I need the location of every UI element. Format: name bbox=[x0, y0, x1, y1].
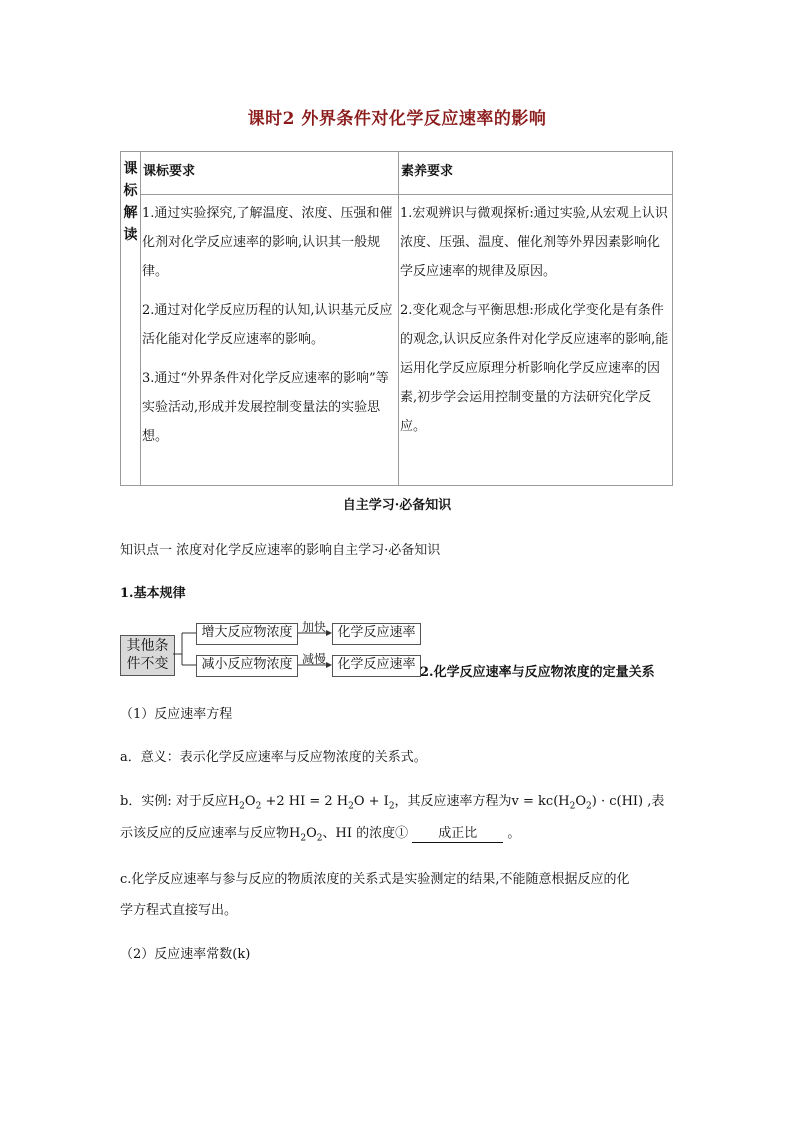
slow-down-label: 减慢 bbox=[302, 652, 327, 666]
basic-rule-heading: 1.基本规律 bbox=[120, 586, 186, 601]
condition-line: 其他条 bbox=[126, 638, 169, 654]
subscript: 2 bbox=[255, 801, 262, 812]
curriculum-table bbox=[120, 151, 673, 486]
subscript: 2 bbox=[348, 801, 354, 812]
example-paragraph-line2 bbox=[120, 822, 520, 844]
side-label-cell bbox=[121, 152, 141, 486]
text: 。 bbox=[507, 826, 521, 841]
subscript: 2 bbox=[239, 801, 245, 812]
text: 示该反应的反应速率与反应物H bbox=[120, 826, 301, 841]
text: +2 HI = 2 H bbox=[261, 794, 349, 809]
subscript: 2 bbox=[300, 833, 307, 844]
text: 、HI 的浓度① bbox=[322, 826, 409, 841]
header-curriculum bbox=[141, 152, 399, 195]
decrease-concentration-box: 减小反应物浓度 bbox=[196, 655, 298, 677]
condition-line: 件不变 bbox=[126, 656, 169, 672]
side-char: 课 bbox=[123, 161, 138, 177]
curriculum-requirements-cell bbox=[141, 195, 399, 486]
page-title: 课时2 外界条件对化学反应速率的影响 bbox=[247, 109, 547, 129]
literacy-item: 1.宏观辨识与微观探析:通过实验,从宏观上认识浓度、压强、温度、催化剂等外界因素影响化学反应速率的规律及原因。 bbox=[400, 206, 668, 279]
text: O bbox=[306, 826, 317, 841]
note-paragraph-line1: c.化学反应速率与参与反应的物质浓度的关系式是实验测定的结果,不能随意根据反应的化 bbox=[120, 872, 630, 887]
subscript: 2 bbox=[316, 833, 323, 844]
header-literacy-text: 素养要求 bbox=[401, 164, 454, 179]
text: ) · c(HI) ,表 bbox=[591, 794, 665, 809]
rate-constant-subheading: （2）反应速率常数(k) bbox=[120, 947, 251, 962]
text: O bbox=[244, 794, 256, 809]
header-literacy bbox=[399, 152, 673, 195]
meaning-paragraph: a．意义：表示化学反应速率与反应物浓度的关系式。 bbox=[120, 750, 427, 765]
subscript: 2 bbox=[586, 801, 592, 812]
example-paragraph-line1 bbox=[120, 790, 664, 812]
speed-up-label: 加快 bbox=[302, 620, 327, 634]
rate-box-lower: 化学反应速率 bbox=[332, 655, 421, 677]
side-char: 读 bbox=[123, 227, 138, 243]
quantitative-relation-heading: 2.化学反应速率与反应物浓度的定量关系 bbox=[420, 665, 655, 680]
header-curriculum-text: 课标要求 bbox=[143, 164, 196, 179]
side-label bbox=[121, 152, 140, 246]
answer-blank: 成正比 bbox=[412, 826, 503, 843]
literacy-item: 2.变化观念与平衡思想:形成化学变化是有条件的观念,认识反应条件对化学反应速率的影响,能运用化学反应原理分析影响化学反应速率的因素,初步学会运用控制变量的方法研究化学反应。 bbox=[400, 303, 669, 434]
rate-equation-subheading: （1）反应速率方程 bbox=[120, 707, 233, 722]
requirement-item: 2.通过对化学反应历程的认知,认识基元反应活化能对化学反应速率的影响。 bbox=[142, 303, 393, 347]
side-char: 标 bbox=[123, 183, 138, 199]
knowledge-point-heading: 知识点一 浓度对化学反应速率的影响自主学习·必备知识 bbox=[120, 543, 441, 558]
rate-box-upper: 化学反应速率 bbox=[332, 623, 421, 645]
text: O bbox=[575, 794, 587, 809]
subscript: 2 bbox=[569, 801, 576, 812]
text: O + I bbox=[353, 794, 389, 809]
side-char: 解 bbox=[123, 205, 138, 221]
subscript: 2 bbox=[388, 801, 395, 812]
note-paragraph-line2: 学方程式直接写出。 bbox=[120, 903, 238, 918]
text: b．实例: 对于反应H bbox=[120, 794, 240, 809]
requirement-item: 3.通过“外界条件对化学反应速率的影响”等实验活动,形成并发展控制变量法的实验思想。 bbox=[142, 371, 389, 444]
requirement-item: 1.通过实验探究,了解温度、浓度、压强和催化剂对化学反应速率的影响,认识其一般规律。 bbox=[142, 206, 393, 279]
section-title: 自主学习·必备知识 bbox=[342, 498, 452, 513]
text: ，其反应速率方程为v = kc(H bbox=[394, 794, 570, 809]
increase-concentration-box: 增大反应物浓度 bbox=[196, 623, 298, 645]
literacy-requirements-cell bbox=[399, 195, 673, 486]
condition-box bbox=[120, 635, 175, 676]
